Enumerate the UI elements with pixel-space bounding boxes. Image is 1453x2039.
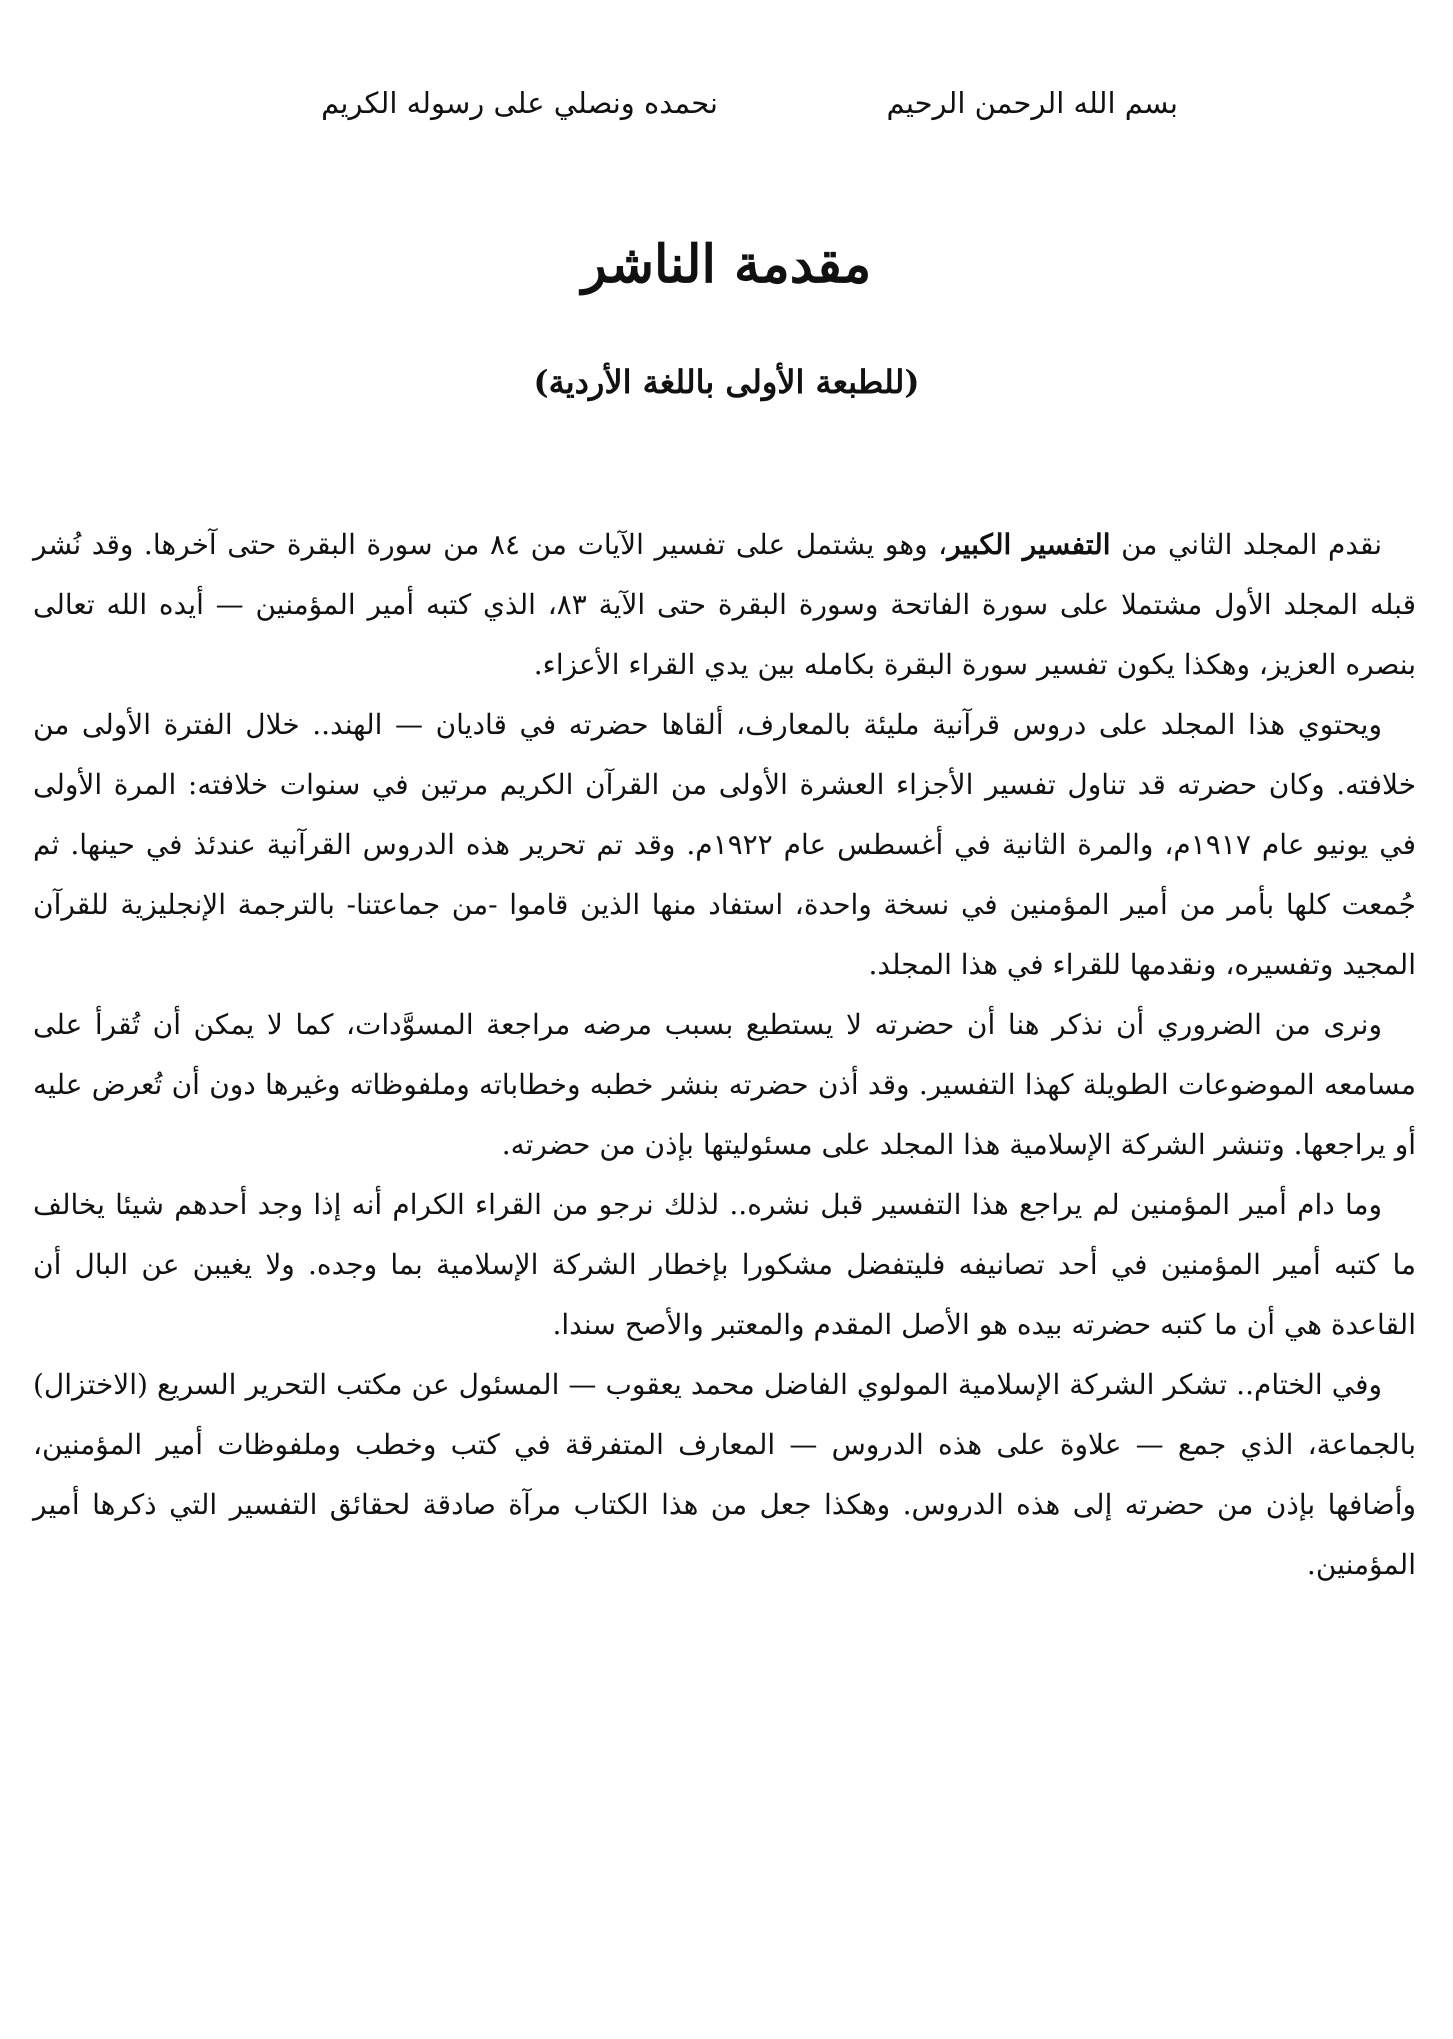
hamd-text: نحمده ونصلي على رسوله الكريم: [321, 86, 718, 120]
header-line: [0, 86, 1453, 136]
paragraph-1-rest: ، وهو يشتمل على تفسير الآيات من ٨٤ من سورة البقرة حتى آخرها. وقد نُشر قبله المجلد الأول مشتملا على سورة الفاتحة وسورة البقرة حتى الآية ٨٣، الذي كتبه أمير المؤمنين — أيده الله تعالى بنصره العزيز، وهكذا يكون تفسير سورة البقرة بكامله بين يدي القراء الأعزاء.: [33, 528, 1416, 681]
page-title: مقدمة الناشر: [581, 234, 872, 295]
paragraph-1-start: نقدم المجلد الثاني من: [1110, 528, 1382, 561]
paragraph-4: وما دام أمير المؤمنين لم يراجع هذا التفسير قبل نشره.. لذلك نرجو من القراء الكرام أنه إذا وجد أحدهم شيئا يخالف ما كتبه أمير المؤمنين في أحد تصانيفه فليتفضل مشكورا بإخطار الشركة الإسلامية بما وجده. ولا يغيبن عن البال أن القاعدة هي أن ما كتبه حضرته بيده هو الأصل المقدم والمعتبر والأصح سندا.: [33, 1188, 1416, 1341]
paragraph-5: وفي الختام.. تشكر الشركة الإسلامية المولوي الفاضل محمد يعقوب — المسئول عن مكتب التحرير السريع (الاختزال) بالجماعة، الذي جمع — علاوة على هذه الدروس — المعارف المتفرقة في كتب وخطب وملفوظات أمير المؤمنين، وأضافها بإذن من حضرته إلى هذه الدروس. وهكذا جعل من هذا الكتاب مرآة صادقة لحقائق التفسير التي ذكرها أمير المؤمنين.: [33, 1368, 1417, 1581]
body-text: [33, 515, 1416, 1595]
paragraph-2: ويحتوي هذا المجلد على دروس قرآنية مليئة بالمعارف، ألقاها حضرته في قاديان — الهند.. خلال الفترة الأولى من خلافته. وكان حضرته قد تناول تفسير الأجزاء العشرة الأولى من القرآن الكريم مرتين في سنوات خلافته: المرة الأولى في يونيو عام ١٩١٧م، والمرة الثانية في أغسطس عام ١٩٢٢م. وقد تم تحرير هذه الدروس القرآنية عندئذ في حينها. ثم جُمعت كلها بأمر من أمير المؤمنين في نسخة واحدة، استفاد منها الذين قاموا -من جماعتنا- بالترجمة الإنجليزية للقرآن المجيد وتفسيره، ونقدمها للقراء في هذا المجلد.: [33, 708, 1417, 981]
paragraph-3: ونرى من الضروري أن نذكر هنا أن حضرته لا يستطيع بسبب مرضه مراجعة المسوَّدات، كما لا يمكن أن تُقرأ على مسامعه الموضوعات الطويلة كهذا التفسير. وقد أذن حضرته بنشر خطبه وخطاباته وملفوظاته وغيرها دون أن تُعرض عليه أو يراجعها. وتنشر الشركة الإسلامية هذا المجلد على مسئوليتها بإذن من حضرته.: [33, 1008, 1416, 1161]
basmala-text: بسم الله الرحمن الرحيم: [886, 86, 1178, 120]
book-title-bold: التفسير الكبير: [947, 528, 1111, 561]
page-subtitle: (للطبعة الأولى باللغة الأردية): [533, 363, 920, 401]
paragraph-1: [33, 515, 1416, 695]
